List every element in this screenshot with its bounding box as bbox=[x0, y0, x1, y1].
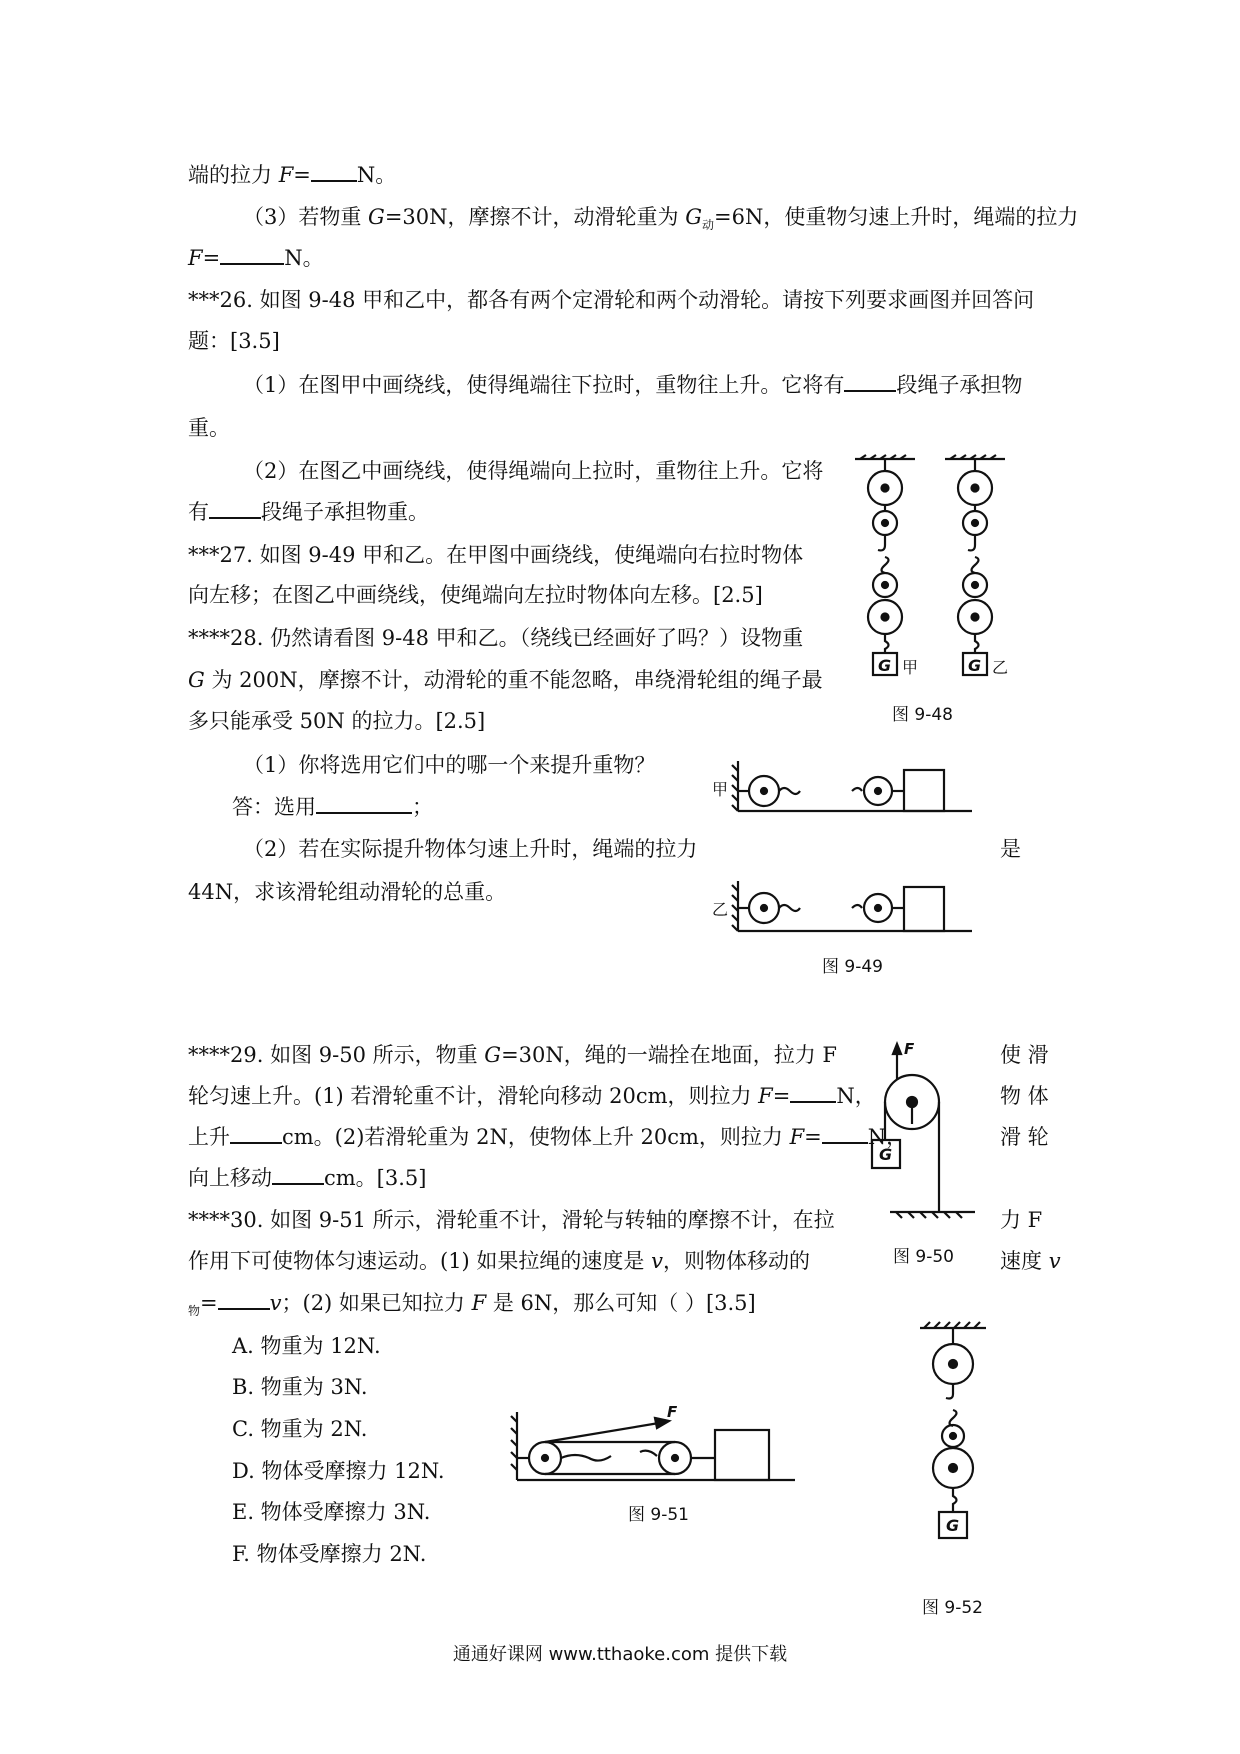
text: N， bbox=[867, 1125, 908, 1149]
text-line bbox=[188, 1081, 876, 1111]
text-line bbox=[243, 370, 1022, 400]
force-label: F bbox=[667, 1403, 678, 1421]
weight-label: G bbox=[968, 656, 982, 675]
text-line: 向左移；在图乙中画绕线，使绳端向左拉时物体向左移。[2.5] bbox=[188, 583, 763, 607]
option-b[interactable]: B. 物重为 3N. bbox=[232, 1375, 368, 1399]
figure-9-51 bbox=[505, 1400, 805, 1492]
text-line: 题：[3.5] bbox=[188, 329, 280, 353]
figure-9-52 bbox=[910, 1320, 1000, 1570]
horizontal-pulley-yi bbox=[712, 881, 972, 931]
question-26: ***26. 如图 9-48 甲和乙中，都各有两个定滑轮和两个动滑轮。请按下列要求画图并回答问 bbox=[188, 288, 1035, 312]
footer: 通通好课网 www.tthaoke.com 提供下载 bbox=[452, 1644, 788, 1665]
weight-label: G bbox=[879, 1145, 893, 1164]
variable: F bbox=[789, 1125, 805, 1149]
text: 向上移动 bbox=[188, 1166, 272, 1190]
text: 作用下可使物体匀速运动。(1) 如果拉绳的速度是 bbox=[188, 1249, 652, 1273]
text-line: 力 F bbox=[1000, 1208, 1043, 1232]
answer-blank[interactable] bbox=[844, 372, 896, 392]
answer-blank[interactable] bbox=[218, 1290, 270, 1310]
text-line bbox=[188, 243, 324, 273]
label-yi: 乙 bbox=[992, 658, 1009, 677]
label-yi: 乙 bbox=[712, 900, 729, 919]
text: （3）若物重 bbox=[243, 205, 369, 229]
text-line bbox=[1000, 1246, 1061, 1276]
variable: F bbox=[758, 1084, 773, 1108]
figure-caption: 图 9-50 bbox=[893, 1247, 954, 1267]
variable: F bbox=[188, 246, 203, 270]
variable: G bbox=[484, 1043, 502, 1067]
text-line: 使 滑 bbox=[1000, 1043, 1049, 1067]
text: 上升 bbox=[188, 1125, 230, 1149]
figure-9-49 bbox=[712, 755, 982, 945]
force-label: F bbox=[904, 1040, 915, 1058]
text: = bbox=[804, 1125, 822, 1149]
figure-caption: 图 9-52 bbox=[922, 1598, 983, 1618]
text-line bbox=[188, 1163, 426, 1193]
pulley-system-yi bbox=[945, 455, 1008, 677]
text: N。 bbox=[356, 163, 397, 187]
subscript: 物 bbox=[188, 1304, 201, 1319]
answer-blank[interactable] bbox=[790, 1083, 836, 1103]
question-28: ****28. 仍然请看图 9-48 甲和乙。（绕线已经画好了吗？）设物重 bbox=[188, 626, 804, 650]
figure-9-48 bbox=[840, 455, 1010, 705]
text: 为 200N，摩擦不计，动滑轮的重不能忽略，串绕滑轮组的绳子最 bbox=[204, 668, 823, 692]
figure-caption: 图 9-51 bbox=[628, 1505, 689, 1525]
text: ； bbox=[412, 795, 433, 819]
text-line bbox=[188, 160, 396, 190]
text-line bbox=[188, 1288, 756, 1326]
text-line: 是 bbox=[1000, 837, 1021, 861]
variable: v bbox=[651, 1249, 663, 1273]
pulley-system-jia bbox=[855, 455, 918, 677]
answer-blank[interactable] bbox=[209, 499, 261, 519]
text: =30N，摩擦不计，动滑轮重为 bbox=[384, 205, 686, 229]
figure-caption: 图 9-48 bbox=[892, 705, 953, 725]
block bbox=[904, 770, 944, 811]
variable: F bbox=[471, 1291, 487, 1315]
text: cm。(2)若滑轮重为 2N，使物体上升 20cm，则拉力 bbox=[282, 1125, 790, 1149]
text-line bbox=[188, 497, 429, 527]
text: = bbox=[772, 1084, 791, 1108]
answer-blank[interactable] bbox=[230, 1124, 282, 1144]
text: =30N，绳的一端拴在地面，拉力 F bbox=[501, 1043, 837, 1067]
horizontal-pulley-jia bbox=[712, 761, 972, 811]
text-line bbox=[188, 1246, 810, 1276]
option-f[interactable]: F. 物体受摩擦力 2N. bbox=[232, 1542, 427, 1566]
text: 段绳子承担物 bbox=[896, 373, 1023, 397]
text: ****29. 如图 9-50 所示，物重 bbox=[188, 1043, 485, 1067]
question-27: ***27. 如图 9-49 甲和乙。在甲图中画绕线，使绳端向右拉时物体 bbox=[188, 543, 804, 567]
text-line: （2）若在实际提升物体匀速上升时，绳端的拉力 bbox=[243, 837, 698, 861]
text: 端的拉力 bbox=[188, 163, 279, 187]
text-line: 44N，求该滑轮组动滑轮的总重。 bbox=[188, 880, 507, 904]
text: = bbox=[202, 246, 221, 270]
variable: G bbox=[685, 205, 702, 229]
variable: v bbox=[269, 1291, 282, 1315]
figure-9-50 bbox=[860, 1040, 980, 1225]
question-30: ****30. 如图 9-51 所示，滑轮重不计，滑轮与转轴的摩擦不计，在拉 bbox=[188, 1208, 835, 1232]
rope bbox=[545, 1422, 665, 1442]
variable: F bbox=[278, 163, 294, 187]
text: = bbox=[293, 163, 311, 187]
text-line: （1）你将选用它们中的哪一个来提升重物？ bbox=[243, 753, 656, 777]
text: ；(2) 如果已知拉力 bbox=[281, 1291, 472, 1315]
variable: v bbox=[1048, 1249, 1061, 1273]
text: cm。[3.5] bbox=[324, 1166, 427, 1190]
option-c[interactable]: C. 物重为 2N. bbox=[232, 1417, 368, 1441]
text-line: （2）在图乙中画绕线，使得绳端向上拉时，重物往上升。它将 bbox=[243, 459, 824, 483]
text: =6N，使重物匀速上升时，绳端的拉力 bbox=[714, 205, 1079, 229]
weight-label: G bbox=[946, 1516, 960, 1535]
variable: G bbox=[188, 668, 205, 692]
text: 有 bbox=[188, 500, 209, 524]
question-29 bbox=[188, 1040, 837, 1070]
weight-label: G bbox=[878, 656, 892, 675]
text-line bbox=[188, 1122, 907, 1152]
answer-blank[interactable] bbox=[316, 794, 412, 814]
text-line: 多只能承受 50N 的拉力。[2.5] bbox=[188, 709, 486, 733]
block bbox=[904, 887, 944, 931]
text: 答：选用 bbox=[232, 795, 316, 819]
text: = bbox=[200, 1291, 218, 1315]
label-jia: 甲 bbox=[712, 780, 729, 799]
subscript: 动 bbox=[701, 218, 714, 233]
label-jia: 甲 bbox=[902, 658, 919, 677]
answer-blank[interactable] bbox=[311, 162, 357, 182]
text: 轮匀速上升。(1) 若滑轮重不计，滑轮向移动 20cm，则拉力 bbox=[188, 1084, 759, 1108]
text-line bbox=[232, 792, 433, 822]
text: ，则物体移动的 bbox=[662, 1249, 810, 1273]
text: N。 bbox=[284, 246, 324, 270]
option-d[interactable]: D. 物体受摩擦力 12N. bbox=[232, 1459, 445, 1483]
variable: G bbox=[368, 205, 385, 229]
text-line: 物 体 bbox=[1000, 1084, 1049, 1108]
text-line: 重。 bbox=[188, 416, 230, 440]
option-e[interactable]: E. 物体受摩擦力 3N. bbox=[232, 1500, 431, 1524]
answer-blank[interactable] bbox=[272, 1165, 324, 1185]
text: N， bbox=[836, 1084, 876, 1108]
text-line bbox=[243, 202, 1078, 240]
text-line bbox=[188, 665, 823, 695]
option-a[interactable]: A. 物重为 12N. bbox=[232, 1334, 381, 1358]
text: （1）在图甲中画绕线，使得绳端往下拉时，重物往上升。它将有 bbox=[243, 373, 845, 397]
answer-blank[interactable] bbox=[220, 245, 284, 265]
text: 段绳子承担物重。 bbox=[261, 500, 429, 524]
text-line: 滑 轮 bbox=[1000, 1125, 1049, 1149]
figure-caption: 图 9-49 bbox=[822, 957, 883, 977]
text: 速度 bbox=[1000, 1249, 1049, 1273]
block bbox=[715, 1430, 769, 1480]
text: 是 6N，那么可知（ ）[3.5] bbox=[486, 1291, 756, 1315]
